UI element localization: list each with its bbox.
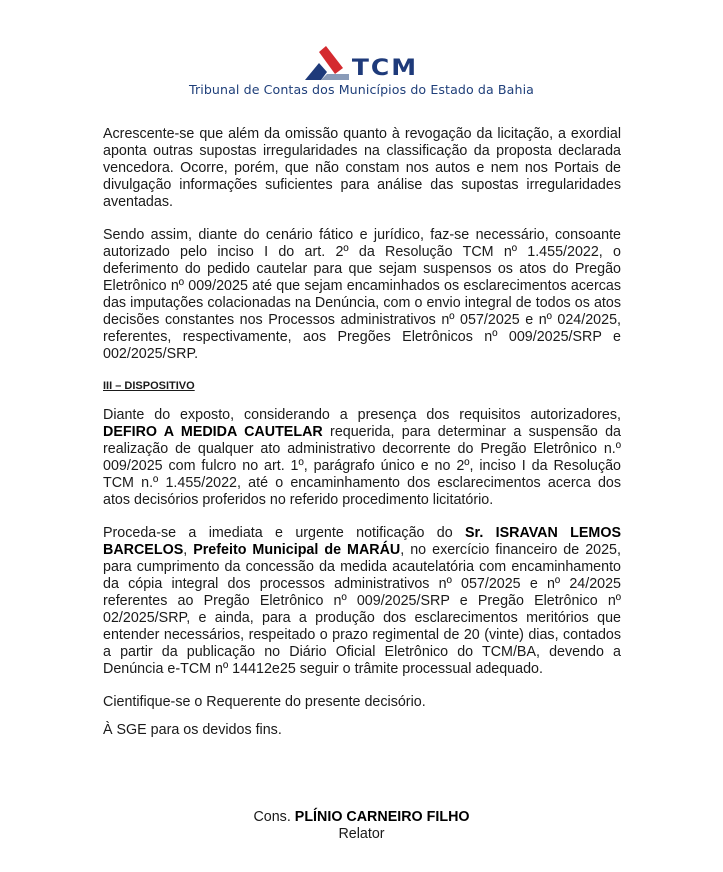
section-heading-dispositivo: III – DISPOSITIVO (103, 380, 195, 392)
decision-lead-text: Diante do exposto, considerando a presença dos requisitos autorizadores, (103, 407, 621, 423)
signatory-prefix: Cons. (253, 809, 295, 825)
signatory-line (0, 809, 723, 826)
tcm-logo-mark-icon (305, 46, 349, 80)
signature-block (0, 809, 723, 843)
tcm-logo (0, 38, 723, 80)
institution-name: Tribunal de Contas dos Municípios do Estado da Bahia (189, 82, 534, 97)
paragraph-cientifique: Cientifique-se o Requerente do presente decisório. (103, 694, 426, 710)
signatory-name: PLÍNIO CARNEIRO FILHO (294, 809, 470, 825)
notification-rest-text: , no exercício financeiro de 2025, para cumprimento da concessão da medida acautelatória com encaminhamento da cópia integral dos processos administrativos nº 057/2025 e nº 24/2025 referentes ao Pregão Eletrônico nº 009/2025/SRP e Pregão Eletrônico nº 02/2025/SRP, e ainda, para a produção dos esclarecimentos meritórios que entender necessários, respeitado o prazo regimental de 20 (vinte) dias, contados a partir da publicação no Diário Oficial Eletrônico do TCM/BA, devendo a Denúncia e-TCM nº 14412e25 seguir o trâmite processual adequado. (103, 542, 621, 677)
notified-person-role: Prefeito Municipal de MARÁU (193, 542, 401, 558)
decision-bold-text: DEFIRO A MEDIDA CAUTELAR (103, 424, 323, 440)
paragraph-cautelar-justification: Sendo assim, diante do cenário fático e jurídico, faz-se necessário, consoante autorizado pelo inciso I do art. 2º da Resolução TCM nº 1.455/2022, o deferimento do pedido cautelar para que sejam suspensos os atos do Pregão Eletrônico nº 009/2025 até que sejam encaminhados os esclarecimentos acercas das imputações colacionadas na Denúncia, com o envio integral de todos os atos decisões constantes nos Processos administrativos nº 057/2025 e nº 024/2025, referentes, respectivamente, aos Pregões Eletrônicos nº 009/2025/SRP e 002/2025/SRP. (103, 227, 621, 362)
paragraph-decision (103, 407, 621, 509)
notification-separator: , (183, 542, 194, 558)
notified-person-name: Sr. ISRAVAN LEMOS BARCELOS (103, 525, 621, 558)
paragraph-notification (103, 525, 621, 678)
decision-rest-text: requerida, para determinar a suspensão da realização de qualquer ato administrativo decorrente do Pregão Eletrônico n.º 009/2025 com fulcro no art. 1º, parágrafo único e no 2º, inciso I da Resolução TCM n.º 1.455/2022, até o encaminhamento dos esclarecimentos acerca dos atos decisórios proferidos no referido procedimento licitatório. (103, 424, 621, 508)
document-body (103, 126, 621, 755)
signatory-role: Relator (338, 826, 385, 842)
paragraph-omissions: Acrescente-se que além da omissão quanto à revogação da licitação, a exordial aponta outras supostas irregularidades na classificação da proposta declarada vencedora. Ocorre, porém, que não constam nos autos e nem nos Portais de divulgação informações suficientes para análise das supostas irregularidades aventadas. (103, 126, 621, 210)
logo-wordmark: TCM (351, 54, 419, 81)
notification-lead-text: Proceda-se a imediata e urgente notificação do (103, 525, 466, 541)
paragraph-sge: À SGE para os devidos fins. (103, 722, 282, 738)
letterhead (0, 38, 723, 97)
